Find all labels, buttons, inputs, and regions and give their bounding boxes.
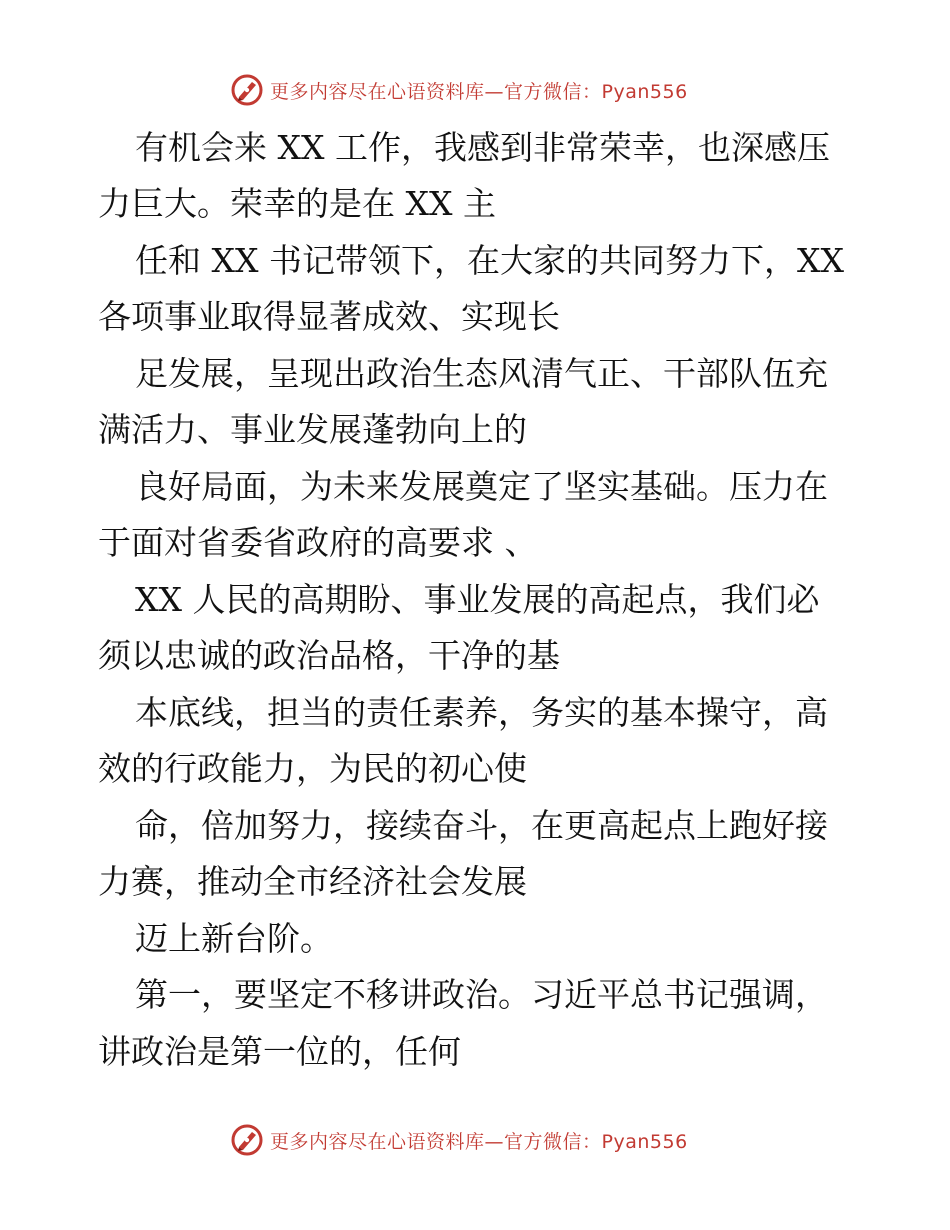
text-line: 本底线，担当的责任素养，务实的基本操守，高 — [135, 693, 828, 732]
text-line: 良好局面，为未来发展奠定了坚实基础。压力在 — [135, 467, 828, 506]
header-watermark-text: 更多内容尽在心语资料库—官方微信：Pyan556 — [270, 80, 688, 103]
text-line: 力赛，推动全市经济社会发展 — [98, 862, 527, 901]
text-line: 效的行政能力，为民的初心使 — [98, 749, 527, 788]
text-line: 第一，要坚定不移讲政治。习近平总书记强调， — [135, 975, 828, 1014]
text-line: 各项事业取得显著成效、实现长 — [98, 297, 560, 336]
text-line: 讲政治是第一位的，任何 — [98, 1032, 461, 1071]
pen-logo-icon — [230, 73, 264, 107]
pen-logo-icon — [230, 1123, 264, 1157]
text-line: 任和 XX 书记带领下，在大家的共同努力下，XX — [135, 241, 844, 280]
text-line: 力巨大。荣幸的是在 XX 主 — [98, 184, 496, 223]
footer-watermark-banner — [230, 1120, 750, 1160]
footer-watermark-text: 更多内容尽在心语资料库—官方微信：Pyan556 — [270, 1130, 688, 1153]
text-line: 须以忠诚的政治品格，干净的基 — [98, 636, 560, 675]
text-line: XX 人民的高期盼、事业发展的高起点，我们必 — [135, 580, 820, 619]
header-watermark-banner — [230, 70, 750, 110]
text-line: 迈上新台阶。 — [135, 919, 333, 958]
text-line: 足发展，呈现出政治生态风清气正、干部队伍充 — [135, 354, 828, 393]
text-line: 满活力、事业发展蓬勃向上的 — [98, 410, 527, 449]
text-line: 命，倍加努力，接续奋斗，在更高起点上跑好接 — [135, 806, 828, 845]
text-line: 有机会来 XX 工作，我感到非常荣幸，也深感压 — [135, 128, 830, 167]
text-line: 于面对省委省政府的高要求 、 — [98, 523, 538, 562]
